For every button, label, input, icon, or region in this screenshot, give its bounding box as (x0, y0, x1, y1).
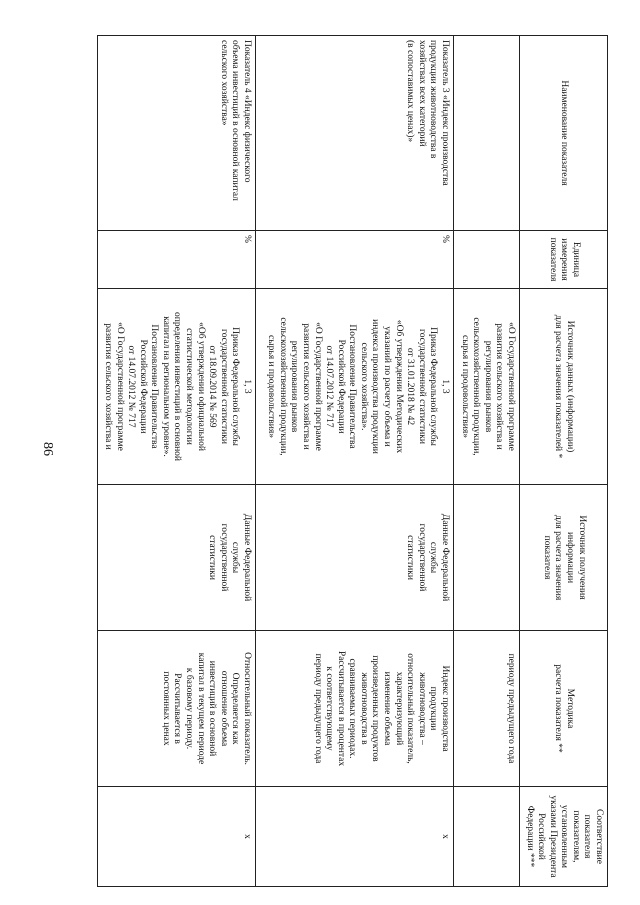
header-method: Методика расчета показателя ** (519, 631, 607, 787)
row-name: Показатель 3 «Индекс производства продукции животноводства в хозяйствах всех категорий (в сопоставимых ценах)» (255, 36, 453, 231)
table-row (255, 36, 453, 887)
page-number: 86 (40, 442, 55, 456)
row-method: Индекс производства продукции животноводства – относительный показатель, характеризующий изменение объема произведенных продуктов животноводства в сравниваемых периодах. Рассчитывается в процентах к соответствующему периоду предыдущего года (255, 631, 453, 787)
row-unit: % (255, 231, 453, 289)
row-unit: % (98, 231, 256, 289)
row-method: Относительный показатель. Определяется как отношение объема инвестиций в основной капитал в текущем периоде к базовому периоду. Рассчитывается в постоянных ценах (98, 631, 256, 787)
row-unit (453, 231, 519, 289)
row-compliance: х (255, 787, 453, 887)
row-name (453, 36, 519, 231)
header-compliance: Соответствие показателя показателям, установленным указами Президента Российской Федерации *** (519, 787, 607, 887)
indicator-table-sheet (104, 35, 608, 886)
table-header-row (519, 36, 607, 887)
row-info-source: Данные Федеральной службы государственной статистики (255, 485, 453, 631)
row-name: Показатель 4 «Индекс физического объема инвестиций в основной капитал сельского хозяйства» (98, 36, 256, 231)
header-info-source: Источник получения информации для расчета значения показателя (519, 485, 607, 631)
indicator-table (97, 35, 608, 887)
header-unit: Единица измерения показателя (519, 231, 607, 289)
row-method: периоду предыдущего года (453, 631, 519, 787)
table-row (98, 36, 256, 887)
header-name: Наименование показателя (519, 36, 607, 231)
row-info-source (453, 485, 519, 631)
row-compliance (453, 787, 519, 887)
row-source-data: «О Государственной программе развития сельского хозяйства и регулирования рынков сельскохозяйственной продукции, сырья и продовольствия» (453, 289, 519, 485)
row-source-data: 1, 3 Приказ Федеральной службы государственной статистики от 31.01.2018 № 42 «Об утверждении Методических указаний по расчету объема и индекса производства продукции сельского хозяйства». Постановление Правительства Российской Федерации от 14.07.2012 № 717 «О Государственной программе развития сельского хозяйства и регулирования рынков сельскохозяйственной продукции, сырья и продовольствия» (255, 289, 453, 485)
row-source-data: 1, 3 Приказ Федеральной службы государственной статистики от 18.09.2014 № 569 «Об утверждении официальной статистической методологии определения инвестиций в основной капитал на региональном уровне». Постановление Правительства Российской Федерации от 14.07.2012 № 717 «О Государственной программе развития сельского хозяйства и (98, 289, 256, 485)
row-info-source: Данные Федеральной службы государственной статистики (98, 485, 256, 631)
table-row (453, 36, 519, 887)
row-compliance: х (98, 787, 256, 887)
header-source-data: Источник данных (информации) для расчета значения показателей * (519, 289, 607, 485)
